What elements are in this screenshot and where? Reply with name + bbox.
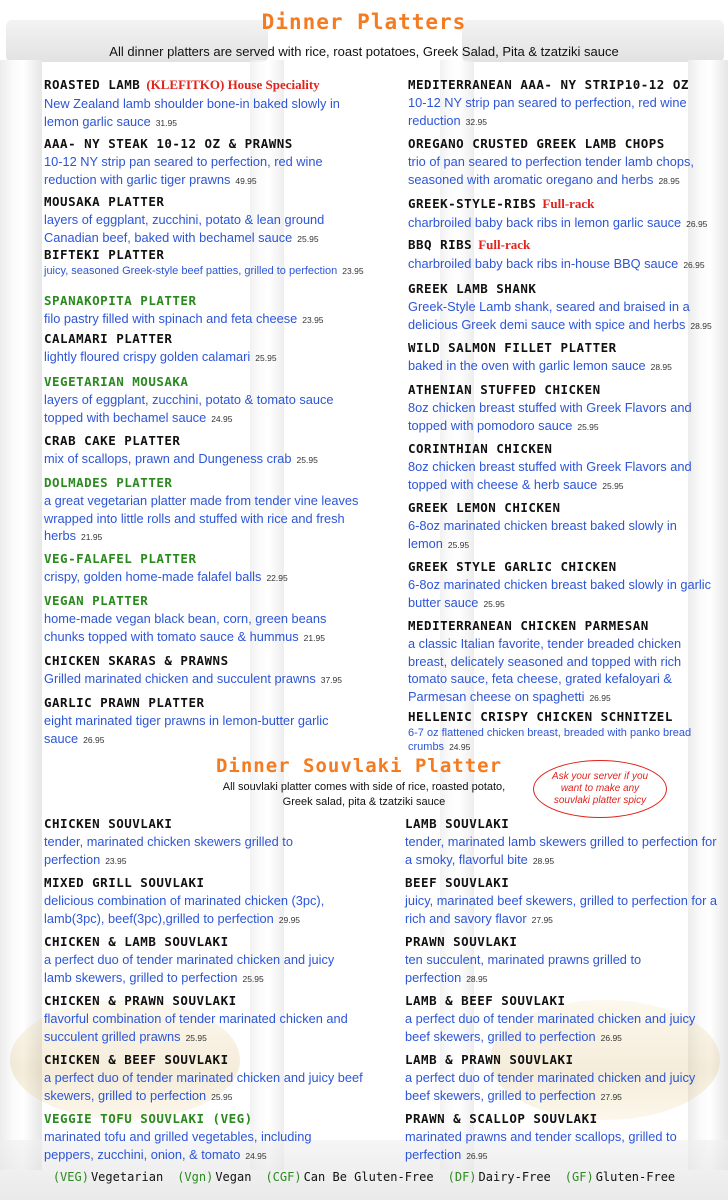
legend-item-gf: (GF) Gluten-Free <box>564 1170 676 1184</box>
menu-item-dolmades-platter <box>44 475 364 547</box>
menu-item-price: 27.95 <box>600 1091 622 1102</box>
menu-item-price: 28.95 <box>466 973 488 984</box>
menu-item-name: VEG-FALAFEL PLATTER <box>44 551 197 566</box>
menu-item-price: 26.95 <box>589 692 611 703</box>
menu-item-crab-cake-platter <box>44 433 364 470</box>
menu-item-description: charbroiled baby back ribs in-house BBQ sauce 26.95 <box>408 256 705 271</box>
menu-item-price: 31.95 <box>155 117 177 128</box>
menu-item-spanakopita-platter <box>44 293 364 330</box>
menu-item-price: 23.95 <box>105 855 127 866</box>
menu-item-description: trio of pan seared to perfection tender lamb chops, seasoned with aromatic oregano and herbs 28.95 <box>408 154 694 187</box>
menu-item-mixed-grill-souvlaki <box>44 875 364 929</box>
menu-item-description: marinated tofu and grilled vegetables, including peppers, zucchini, onion, & tomato 24.95 <box>44 1129 312 1162</box>
menu-item-oregano-crusted-greek-lamb-chops <box>408 136 720 190</box>
menu-item-description: a classic Italian favorite, tender breaded chicken breast, delicately seasoned and topped with rich tomato sauce, feta cheese, grated kefaloyari & Parmesan cheese on spaghetti 26.95 <box>408 636 682 704</box>
menu-item-description: a perfect duo of tender marinated chicken and juicy lamb skewers, grilled to perfection 25.95 <box>44 952 335 985</box>
legend-item-df: (DF) Dairy-Free <box>447 1170 551 1184</box>
menu-item-price: 26.95 <box>686 219 708 229</box>
menu-item-price: 28.95 <box>690 320 712 331</box>
menu-item-name: LAMB SOUVLAKI <box>405 816 510 831</box>
menu-item-hellenic-crispy-chicken-schnitzel <box>408 709 720 754</box>
menu-item-price: 21.95 <box>303 632 325 643</box>
menu-item-tag: (KLEFITKO) House Speciality <box>146 77 320 92</box>
menu-item-description: 6-8oz marinated chicken breast baked slowly in garlic butter sauce 25.95 <box>408 577 712 610</box>
dietary-legend <box>0 1170 728 1184</box>
menu-item-mediterranean-aaa-ny-strip10-12-oz <box>408 77 720 131</box>
menu-item-calamari-platter <box>44 331 364 368</box>
menu-item-greek-lamb-shank <box>408 281 720 335</box>
menu-item-price: 24.95 <box>245 1150 267 1161</box>
menu-item-name: CHICKEN & PRAWN SOUVLAKI <box>44 993 237 1008</box>
menu-item-description: lightly floured crispy golden calamari 25.95 <box>44 349 277 364</box>
menu-item-mediterranean-chicken-parmesan <box>408 618 720 707</box>
menu-item-price: 37.95 <box>320 675 342 685</box>
menu-item-name: VEGAN PLATTER <box>44 593 149 608</box>
menu-item-greek-style-ribs <box>408 196 720 234</box>
menu-item-description: tender, marinated chicken skewers grilled to perfection 23.95 <box>44 834 293 867</box>
menu-item-description: home-made vegan black bean, corn, green beans chunks topped with tomato sauce & hummus 21.95 <box>44 611 327 644</box>
menu-item-name: LAMB & PRAWN SOUVLAKI <box>405 1052 574 1067</box>
menu-item-name: MEDITERRANEAN CHICKEN PARMESAN <box>408 618 649 633</box>
menu-item-price: 22.95 <box>266 573 288 583</box>
menu-item-name: GREEK STYLE GARLIC CHICKEN <box>408 559 617 574</box>
menu-item-name: MOUSAKA PLATTER <box>44 194 165 209</box>
menu-item-description: layers of eggplant, zucchini, potato & lean ground Canadian beef, baked with bechamel sauce 25.95 <box>44 212 325 245</box>
menu-item-price: 28.95 <box>532 855 555 866</box>
menu-item-chicken-souvlaki <box>44 816 364 870</box>
menu-item-description: filo pastry filled with spinach and feta cheese 23.95 <box>44 311 324 326</box>
menu-item-description: eight marinated tiger prawns in lemon-butter garlic sauce 26.95 <box>44 713 329 746</box>
menu-item-price: 26.95 <box>466 1150 488 1161</box>
menu-item-name: CHICKEN & BEEF SOUVLAKI <box>44 1052 229 1067</box>
menu-item-lamb-prawn-souvlaki <box>405 1052 723 1106</box>
menu-item-description: marinated prawns and tender scallops, grilled to perfection 26.95 <box>405 1129 677 1162</box>
menu-item-name: GREEK LEMON CHICKEN <box>408 500 561 515</box>
legend-item-cgf: (CGF) Can Be Gluten-Free <box>265 1170 434 1184</box>
menu-item-description: tender, marinated lamb skewers grilled to perfection for a smoky, flavorful bite 28.95 <box>405 834 717 867</box>
legend-item-vgn: (Vgn) Vegan <box>177 1170 252 1184</box>
menu-item-veggie-tofu-souvlaki-veg <box>44 1111 364 1165</box>
menu-item-name: GREEK LAMB SHANK <box>408 281 537 296</box>
menu-item-mousaka-platter <box>44 194 364 248</box>
menu-item-description: ten succulent, marinated prawns grilled to perfection 28.95 <box>405 952 642 985</box>
souvlaki-subtitle-line1: All souvlaki platter comes with side of rice, roasted potato, <box>222 781 506 793</box>
menu-item-price: 25.95 <box>185 1032 207 1043</box>
menu-item-price: 32.95 <box>465 116 487 127</box>
menu-item-price: 24.95 <box>449 742 471 752</box>
menu-item-name: OREGANO CRUSTED GREEK LAMB CHOPS <box>408 136 665 151</box>
menu-item-price: 27.95 <box>531 914 553 925</box>
menu-item-price: 29.95 <box>278 914 301 925</box>
menu-item-price: 25.95 <box>296 455 318 465</box>
menu-item-name: HELLENIC CRISPY CHICKEN SCHNITZEL <box>408 709 673 724</box>
menu-item-description: layers of eggplant, zucchini, potato & tomato sauce topped with bechamel sauce 24.95 <box>44 392 334 425</box>
menu-item-prawn-scallop-souvlaki <box>405 1111 723 1165</box>
menu-item-price: 26.95 <box>83 734 105 745</box>
menu-item-name: VEGETARIAN MOUSAKA <box>44 374 189 389</box>
souvlaki-title: Dinner Souvlaki Platter <box>215 755 503 777</box>
menu-item-name: PRAWN SOUVLAKI <box>405 934 518 949</box>
menu-item-description: 10-12 NY strip pan seared to perfection, red wine reduction with garlic tiger prawns 49.95 <box>44 154 323 187</box>
menu-item-description: 10-12 NY strip pan seared to perfection, red wine reduction 32.95 <box>408 95 687 128</box>
menu-item-vegan-platter <box>44 593 364 647</box>
menu-item-description: baked in the oven with garlic lemon sauce 28.95 <box>408 358 672 373</box>
menu-item-description: Grilled marinated chicken and succulent prawns 37.95 <box>44 671 342 686</box>
menu-item-chicken-prawn-souvlaki <box>44 993 364 1047</box>
menu-item-roasted-lamb <box>44 77 364 132</box>
legend-item-veg: (VEG) Vegetarian <box>52 1170 164 1184</box>
menu-item-description: 8oz chicken breast stuffed with Greek Flavors and topped with cheese & herb sauce 25.95 <box>408 459 692 492</box>
page-subtitle: All dinner platters are served with rice, roast potatoes, Greek Salad, Pita & tzatziki sauce <box>109 44 619 59</box>
menu-item-price: 49.95 <box>235 175 257 186</box>
menu-item-description: delicious combination of marinated chicken (3pc), lamb(3pc), beef(3pc),grilled to perfection 29.95 <box>44 893 325 926</box>
menu-item-name: WILD SALMON FILLET PLATTER <box>408 340 617 355</box>
menu-item-description: crispy, golden home-made falafel balls 22.95 <box>44 569 288 584</box>
menu-item-price: 25.95 <box>447 539 470 550</box>
menu-item-name: MIXED GRILL SOUVLAKI <box>44 875 205 890</box>
menu-item-name: SPANAKOPITA PLATTER <box>44 293 197 308</box>
menu-item-price: 23.95 <box>302 315 324 325</box>
menu-item-description: 6-7 oz flattened chicken breast, breaded with panko bread crumbs 24.95 <box>408 727 692 753</box>
menu-item-description: juicy, marinated beef skewers, grilled to perfection for a rich and savory flavor 27.95 <box>405 893 718 926</box>
menu-item-description: mix of scallops, prawn and Dungeness crab 25.95 <box>44 451 318 466</box>
menu-item-name: CRAB CAKE PLATTER <box>44 433 181 448</box>
menu-item-description: a perfect duo of tender marinated chicken and juicy beef skewers, grilled to perfection 27.95 <box>405 1070 696 1103</box>
menu-item-description: juicy, seasoned Greek-style beef patties, grilled to perfection 23.95 <box>44 265 364 277</box>
menu-item-greek-lemon-chicken <box>408 500 720 554</box>
page-title: Dinner Platters <box>261 10 467 34</box>
menu-item-bbq-ribs <box>408 237 720 275</box>
menu-item-name: VEGGIE TOFU SOUVLAKI (VEG) <box>44 1111 253 1126</box>
menu-item-price: 25.95 <box>602 480 624 491</box>
menu-item-name: GARLIC PRAWN PLATTER <box>44 695 205 710</box>
menu-item-name: LAMB & BEEF SOUVLAKI <box>405 993 566 1008</box>
menu-item-price: 25.95 <box>255 353 277 363</box>
menu-item-description: Greek-Style Lamb shank, seared and braised in a delicious Greek demi sauce with spice and herbs 28.95 <box>408 299 712 332</box>
menu-item-lamb-beef-souvlaki <box>405 993 723 1047</box>
menu-item-name: AAA- NY STEAK 10-12 OZ & PRAWNS <box>44 136 293 151</box>
menu-item-name: BEEF SOUVLAKI <box>405 875 510 890</box>
souvlaki-subtitle-line2: Greek salad, pita & tzatziki sauce <box>282 796 446 808</box>
menu-item-price: 25.95 <box>211 1091 233 1102</box>
menu-item-greek-style-garlic-chicken <box>408 559 720 613</box>
menu-item-name: CHICKEN SOUVLAKI <box>44 816 173 831</box>
menu-item-bifteki-platter <box>44 247 364 278</box>
menu-item-price: 25.95 <box>242 973 264 984</box>
menu-item-chicken-beef-souvlaki <box>44 1052 364 1106</box>
menu-item-wild-salmon-fillet-platter <box>408 340 720 377</box>
menu-item-price: 21.95 <box>81 532 103 542</box>
menu-item-description: a perfect duo of tender marinated chicken and juicy beef skewers, grilled to perfection 26.95 <box>405 1011 696 1044</box>
menu-item-lamb-souvlaki <box>405 816 723 870</box>
menu-item-price: 24.95 <box>211 413 233 424</box>
menu-item-price: 26.95 <box>683 260 705 270</box>
menu-item-veg-falafel-platter <box>44 551 364 588</box>
menu-item-price: 25.95 <box>483 598 505 609</box>
menu-item-price: 26.95 <box>600 1032 622 1043</box>
menu-item-tag: Full-rack <box>542 196 595 211</box>
menu-item-name: PRAWN & SCALLOP SOUVLAKI <box>405 1111 598 1126</box>
menu-item-prawn-souvlaki <box>405 934 723 988</box>
menu-item-chicken-lamb-souvlaki <box>44 934 364 988</box>
menu-item-chicken-skaras-prawns <box>44 653 364 690</box>
menu-item-name: CHICKEN & LAMB SOUVLAKI <box>44 934 229 949</box>
menu-item-name: ROASTED LAMB (KLEFITKO) House Speciality <box>44 77 320 92</box>
menu-item-name: GREEK-STYLE-RIBS Full-rack <box>408 196 595 211</box>
menu-item-description: 6-8oz marinated chicken breast baked slowly in lemon 25.95 <box>408 518 677 551</box>
menu-item-name: BIFTEKI PLATTER <box>44 247 165 262</box>
menu-item-name: CORINTHIAN CHICKEN <box>408 441 553 456</box>
menu-item-name: MEDITERRANEAN AAA- NY STRIP10-12 OZ <box>408 77 689 92</box>
menu-item-garlic-prawn-platter <box>44 695 364 749</box>
menu-item-aaa-ny-steak-10-12-oz-prawns <box>44 136 364 190</box>
menu-item-price: 28.95 <box>658 175 680 186</box>
menu-item-name: BBQ RIBS Full-rack <box>408 237 531 252</box>
menu-item-corinthian-chicken <box>408 441 720 495</box>
menu-item-name: ATHENIAN STUFFED CHICKEN <box>408 382 601 397</box>
menu-item-beef-souvlaki <box>405 875 723 929</box>
menu-item-description: 8oz chicken breast stuffed with Greek Flavors and topped with pomodoro sauce 25.95 <box>408 400 692 433</box>
pillar-left <box>0 60 42 1170</box>
menu-item-name: CHICKEN SKARAS & PRAWNS <box>44 653 229 668</box>
menu-item-name: CALAMARI PLATTER <box>44 331 173 346</box>
menu-item-price: 28.95 <box>650 362 672 372</box>
menu-item-price: 25.95 <box>297 233 319 244</box>
menu-item-vegetarian-mousaka <box>44 374 364 428</box>
menu-item-price: 23.95 <box>342 266 364 276</box>
spicy-note: Ask your server if you want to make any souvlaki platter spicy <box>533 760 667 818</box>
menu-item-description: charbroiled baby back ribs in lemon garlic sauce 26.95 <box>408 215 708 230</box>
menu-item-description: a great vegetarian platter made from tender vine leaves wrapped into little rolls and stuffed with rice and fresh herbs 21.95 <box>44 493 359 543</box>
menu-item-description: New Zealand lamb shoulder bone-in baked slowly in lemon garlic sauce 31.95 <box>44 96 340 129</box>
menu-item-athenian-stuffed-chicken <box>408 382 720 436</box>
menu-item-description: a perfect duo of tender marinated chicken and juicy beef skewers, grilled to perfection 25.95 <box>44 1070 363 1103</box>
menu-item-tag: Full-rack <box>478 237 531 252</box>
menu-item-name: DOLMADES PLATTER <box>44 475 173 490</box>
menu-item-price: 25.95 <box>577 421 599 432</box>
menu-item-description: flavorful combination of tender marinated chicken and succulent grilled prawns 25.95 <box>44 1011 348 1044</box>
